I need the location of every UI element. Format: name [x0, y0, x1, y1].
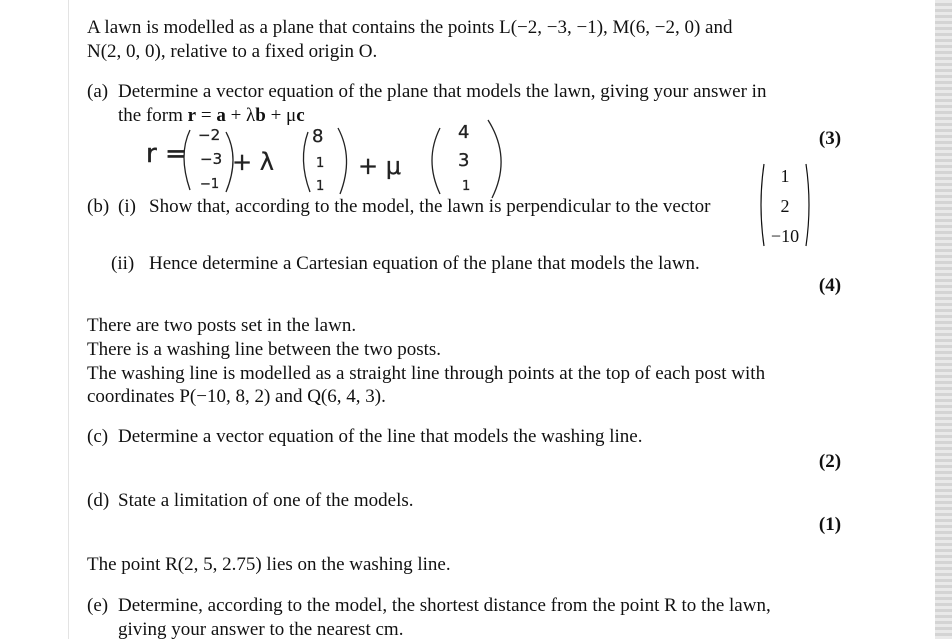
- bracket-c-right: [488, 120, 501, 198]
- part-e-line-1: Determine, according to the model, the shortest distance from the point R to the lawn,: [118, 595, 771, 616]
- part-d-marks: (1): [818, 514, 842, 535]
- posts-line-2: There is a washing line between the two posts.: [87, 339, 442, 360]
- vec-a-2: −1: [200, 177, 220, 192]
- part-b-label: (b): [87, 196, 110, 217]
- part-b-i-text: Show that, according to the model, the lawn is perpendicular to the vector: [149, 196, 711, 217]
- posts-line-4: coordinates P(−10, 8, 2) and Q(6, 4, 3).: [87, 386, 386, 407]
- intro-line-2: N(2, 0, 0), relative to a fixed origin O.: [87, 41, 378, 62]
- part-d-label: (d): [87, 490, 110, 511]
- posts-line-1: There are two posts set in the lawn.: [87, 315, 357, 336]
- vector-c: c: [296, 105, 305, 126]
- part-a-label: (a): [87, 81, 109, 102]
- part-e-label: (e): [87, 595, 109, 616]
- part-c-marks: (2): [818, 451, 842, 472]
- part-d-text: State a limitation of one of the models.: [118, 490, 414, 511]
- vector-component-1: 1: [780, 166, 790, 186]
- point-r-text: The point R(2, 5, 2.75) lies on the washing line.: [87, 554, 451, 575]
- part-e-line-2: giving your answer to the nearest cm.: [118, 619, 404, 640]
- bracket-c-left: [432, 128, 440, 194]
- vector-component-2: 2: [780, 196, 790, 216]
- part-b-marks: (4): [818, 275, 842, 296]
- handwritten-lambda: + λ: [232, 148, 274, 176]
- vec-c-0: 4: [458, 122, 470, 143]
- vec-b-0: 8: [312, 126, 324, 147]
- perpendicular-vector: [756, 160, 814, 250]
- handwritten-mu: + μ: [358, 152, 402, 180]
- plus-lambda: + λ: [225, 105, 256, 126]
- vec-c-1: 3: [458, 150, 470, 171]
- vec-c-2: 1: [462, 179, 471, 194]
- vec-b-1: 1: [316, 156, 325, 171]
- part-b-ii-text: Hence determine a Cartesian equation of the plane that models the lawn.: [149, 253, 700, 274]
- intro-line-1: A lawn is modelled as a plane that contains the points L(−2, −3, −1), M(6, −2, 0) and: [87, 17, 733, 38]
- part-a-line-1: Determine a vector equation of the plane that models the lawn, giving your answer in: [118, 81, 767, 102]
- bracket-b-right: [338, 128, 347, 194]
- part-c-text: Determine a vector equation of the line that models the washing line.: [118, 426, 643, 447]
- bracket-b-left: [303, 132, 310, 192]
- vector-r: r: [187, 105, 197, 126]
- posts-line-3: The washing line is modelled as a straight line through points at the top of each post with: [87, 363, 766, 384]
- handwritten-answer: [140, 110, 530, 200]
- part-b-i-label: (i): [118, 196, 136, 217]
- page-edge-strip: [935, 0, 952, 639]
- page-left-border: [68, 0, 69, 639]
- vec-b-2: 1: [316, 179, 325, 194]
- part-a-form-prefix: the form: [118, 105, 183, 126]
- plus-mu: + μ: [265, 105, 297, 126]
- vector-b: b: [255, 105, 266, 126]
- equals-sign: =: [196, 105, 217, 126]
- part-b-ii-label: (ii): [111, 253, 135, 274]
- vector-a: a: [216, 105, 226, 126]
- vector-component-3: −10: [770, 226, 800, 246]
- vec-a-0: −2: [198, 126, 221, 144]
- part-c-label: (c): [87, 426, 109, 447]
- vec-a-1: −3: [200, 150, 223, 168]
- handwritten-r: r =: [146, 139, 187, 169]
- part-a-marks: (3): [818, 128, 842, 149]
